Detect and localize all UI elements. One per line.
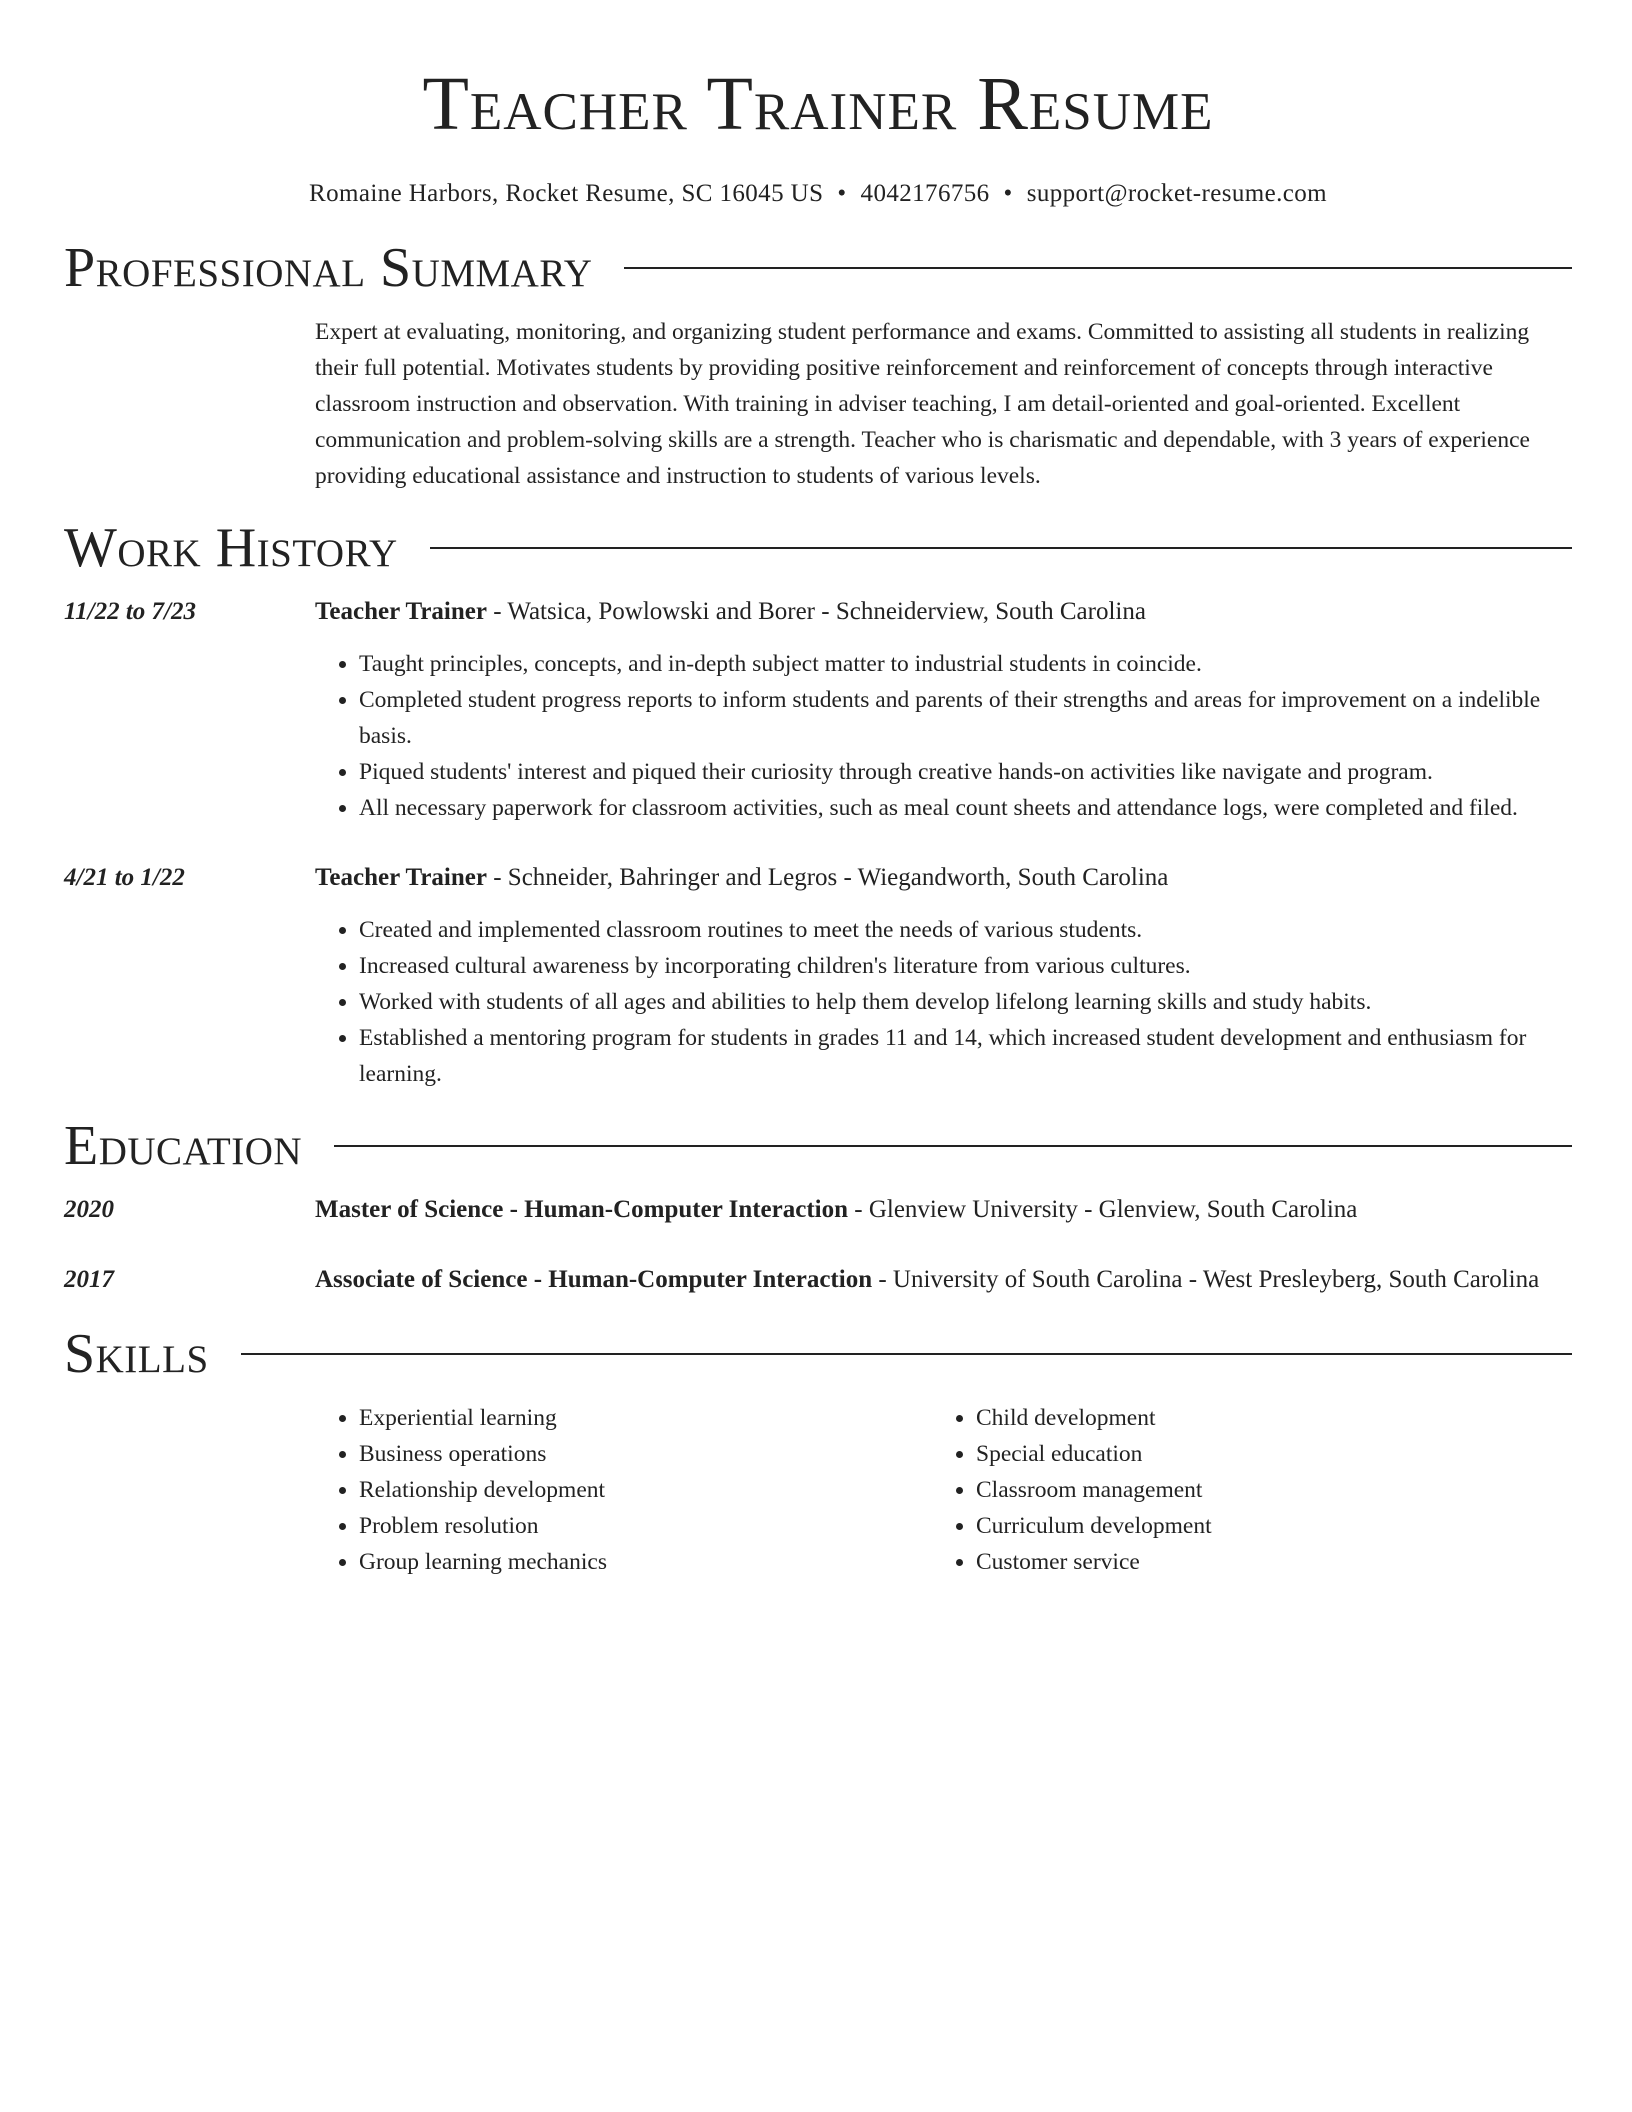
education-entry: [64, 1262, 1572, 1298]
contact-phone: 4042176756: [860, 180, 990, 207]
education-year: 2017: [64, 1266, 114, 1293]
job-header: [315, 860, 1572, 896]
skill-item: • Curriculum development: [976, 1508, 1572, 1544]
job-bullet: • Increased cultural awareness by incorporating children's literature from various cultures.: [359, 948, 1572, 984]
summary-section-header: [64, 236, 1572, 300]
section-divider: [624, 267, 1572, 269]
education-degree: Master of Science - Human-Computer Interaction: [315, 1196, 849, 1223]
section-divider: [430, 547, 1572, 549]
skill-item: • Special education: [976, 1436, 1572, 1472]
job-bullet: • Completed student progress reports to inform students and parents of their strengths and areas for improvement on a indelible basis.: [359, 682, 1572, 754]
job-entry: [64, 860, 1572, 1092]
skill-item: • Child development: [976, 1400, 1572, 1436]
section-divider: [241, 1353, 1572, 1355]
job-details: - Watsica, Powlowski and Borer - Schneiderview, South Carolina: [486, 598, 1146, 625]
resume-page: [64, 0, 1572, 1580]
job-bullet: • All necessary paperwork for classroom activities, such as meal count sheets and attendance logs, were completed and filed.: [359, 790, 1572, 826]
skills-section-header: [64, 1322, 1572, 1386]
job-bullet: • Piqued students' interest and piqued their curiosity through creative hands-on activities like navigate and program.: [359, 754, 1572, 790]
job-bullet: • Established a mentoring program for students in grades 11 and 14, which increased student development and enthusiasm for learning.: [359, 1020, 1572, 1092]
job-bullet-list: [315, 912, 1572, 1092]
skill-item: • Classroom management: [976, 1472, 1572, 1508]
skill-item: • Relationship development: [359, 1472, 932, 1508]
job-bullet: • Worked with students of all ages and abilities to help them develop lifelong learning skills and study habits.: [359, 984, 1572, 1020]
summary-text: Expert at evaluating, monitoring, and organizing student performance and exams. Committed to assisting all students in realizing their full potential. Motivates students by providing positive reinforcement and reinforcement of concepts through interactive classroom instruction and observation. With training in adviser teaching, I am detail-oriented and goal-oriented. Excellent communication and problem-solving skills are a strength. Teacher who is charismatic and dependable, with 3 years of experience providing educational assistance and instruction to students of various levels.: [315, 319, 1530, 489]
job-bullet-list: [315, 646, 1572, 826]
job-dates: 11/22 to 7/23: [64, 598, 196, 625]
contact-separator: •: [837, 180, 847, 207]
summary-section: [64, 314, 1572, 494]
skill-item: • Business operations: [359, 1436, 932, 1472]
job-entry: [64, 594, 1572, 826]
contact-address: Romaine Harbors, Rocket Resume, SC 16045 US: [309, 180, 824, 207]
job-dates: 4/21 to 1/22: [64, 864, 185, 891]
education-year: 2020: [64, 1196, 114, 1223]
contact-separator: •: [1003, 180, 1013, 207]
skills-list-left: [315, 1400, 932, 1580]
job-details: - Schneider, Bahringer and Legros - Wiegandworth, South Carolina: [486, 864, 1169, 891]
job-header: [315, 594, 1572, 630]
contact-line: [64, 176, 1572, 212]
education-details: - University of South Carolina - West Presleyberg, South Carolina: [872, 1266, 1540, 1293]
skills-heading: Skills: [64, 1323, 209, 1385]
education-section-header: [64, 1114, 1572, 1178]
skill-item: • Problem resolution: [359, 1508, 932, 1544]
education-heading: Education: [64, 1115, 303, 1177]
summary-heading: Professional Summary: [64, 237, 593, 299]
skill-item: • Customer service: [976, 1544, 1572, 1580]
education-details: - Glenview University - Glenview, South Carolina: [848, 1196, 1358, 1223]
skill-item: • Experiential learning: [359, 1400, 932, 1436]
job-bullet: • Taught principles, concepts, and in-depth subject matter to industrial students in coincide.: [359, 646, 1572, 682]
skill-item: • Group learning mechanics: [359, 1544, 932, 1580]
work-heading: Work History: [64, 517, 398, 579]
job-bullet: • Created and implemented classroom routines to meet the needs of various students.: [359, 912, 1572, 948]
section-divider: [334, 1145, 1572, 1147]
contact-email: support@rocket-resume.com: [1026, 180, 1327, 207]
skills-section: [64, 1400, 1572, 1580]
education-degree: Associate of Science - Human-Computer Interaction: [315, 1266, 873, 1293]
work-section-header: [64, 516, 1572, 580]
resume-title: Teacher Trainer Resume: [422, 62, 1214, 146]
job-title: Teacher Trainer: [315, 864, 487, 891]
job-title: Teacher Trainer: [315, 598, 487, 625]
education-entry: [64, 1192, 1572, 1228]
skills-list-right: [932, 1400, 1572, 1580]
